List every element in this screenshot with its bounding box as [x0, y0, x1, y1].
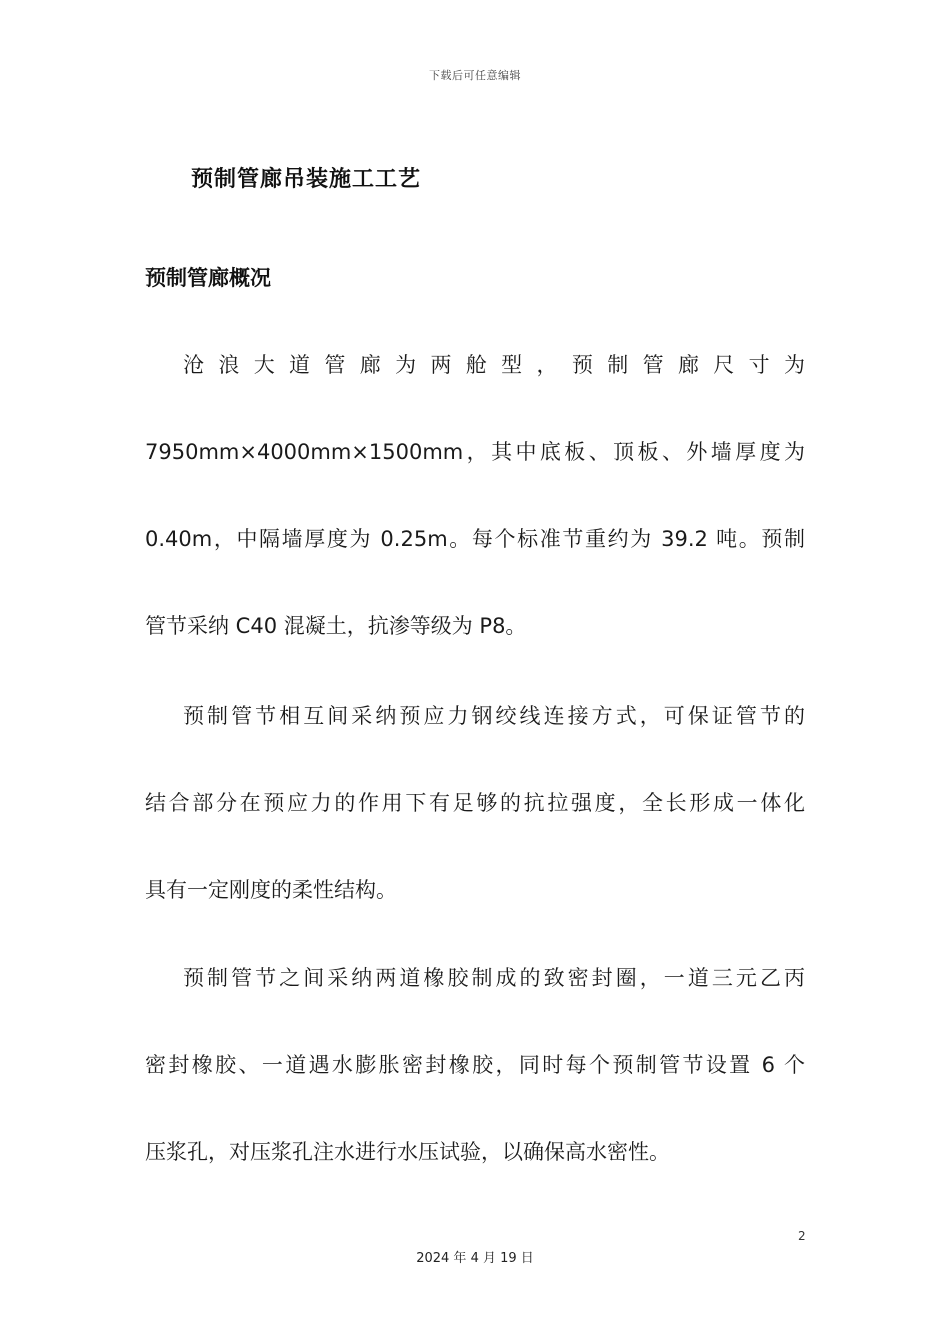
paragraph-2-line-3: 具有一定刚度的柔性结构。: [145, 878, 397, 902]
paragraph-3-line-1: 预制管节之间采纳两道橡胶制成的致密封圈，一道三元乙丙: [183, 966, 805, 990]
paragraph-1-line-4: 管节采纳 C40 混凝土，抗渗等级为 P8。: [145, 614, 527, 638]
paragraph-3-line-3: 压浆孔，对压浆孔注水进行水压试验，以确保高水密性。: [145, 1140, 670, 1164]
paragraph-1-line-2: 7950mm×4000mm×1500mm，其中底板、顶板、外墙厚度为: [145, 440, 805, 464]
paragraph-1-line-3: 0.40m，中隔墙厚度为 0.25m。每个标准节重约为 39.2 吨。预制: [145, 527, 805, 551]
header-note: 下载后可任意编辑: [429, 69, 521, 82]
section-heading: 预制管廊概况: [145, 266, 271, 290]
paragraph-1-line-1: 沧浪大道管廊为两舱型，预制管廊尺寸为: [183, 353, 805, 377]
footer-date: 2024 年 4 月 19 日: [416, 1251, 534, 1266]
paragraph-3-line-2: 密封橡胶、一道遇水膨胀密封橡胶，同时每个预制管节设置 6 个: [145, 1053, 805, 1077]
paragraph-2-line-2: 结合部分在预应力的作用下有足够的抗拉强度，全长形成一体化: [145, 791, 805, 815]
paragraph-2-line-1: 预制管节相互间采纳预应力钢绞线连接方式，可保证管节的: [183, 704, 805, 728]
page-number: 2: [798, 1229, 806, 1243]
document-title: 预制管廊吊装施工工艺: [191, 167, 422, 192]
